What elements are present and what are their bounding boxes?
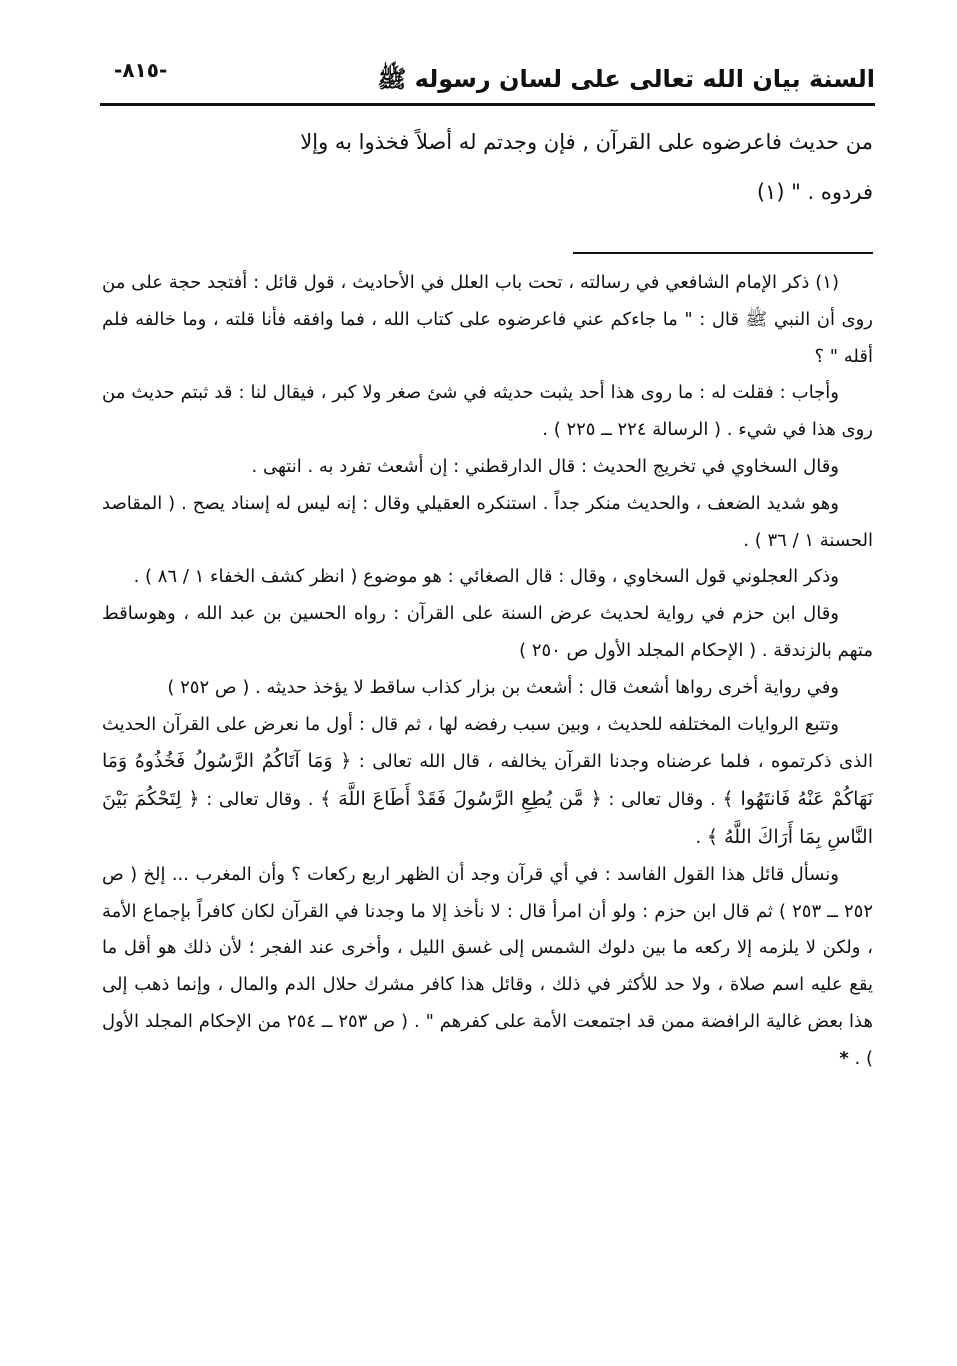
footnote-text: وتتبع الروايات المختلفه للحديث ، وبين سبب رفضه لها ، ثم قال : أول ما نعرض على القرآن الحديث الذى ذكرتموه ، فلما عرضناه وجدنا القرآن يخالفه ، قال الله تعالى : bbox=[102, 713, 874, 773]
footnote-text: ونسأل قائل هذا القول الفاسد : في أي قرآن وجد أن الظهر اربع ركعات ؟ وأن المغرب ... إلخ ( ص ٢٥٢ ــ ٢٥٣ ) ثم قال ابن حزم : ولو أن امرأ قال : لا نأخذ إلا ما وجدنا في القرآن لكان كافراً بإجماع الأمة ، ولكن لا يلزمه إلا ركعه ما بين دلوك الشمس إلى غسق الليل ، وأخرى عند الفجر ؛ لأن ذلك هو أقل ما يقع عليه اسم صلاة ، ولا حد للأكثر في ذلك ، وقائل هذا كافر مشرك حلال الدم والمال ، وإنما ذهب إلى هذا بعض غالية الرافضة ممن قد اجتمعت الأمة على كفرهم " . ( ص ٢٥٣ ــ ٢٥٤ من الإحكام المجلد الأول ) . bbox=[102, 863, 874, 1069]
footnote-paragraph: وفي رواية أخرى رواها أشعث قال : أشعث بن بزار كذاب ساقط لا يؤخذ حديثه . ( ص ٢٥٢ ) bbox=[167, 676, 839, 698]
footnote-paragraph: وقال السخاوي في تخريج الحديث : قال الدارقطني : إن أشعث تفرد به . انتهى . bbox=[251, 455, 839, 477]
footnote-paragraph: وقال ابن حزم في رواية لحديث عرض السنة على القرآن : رواه الحسين بن عبد الله ، وهوساقط متهم بالزندقة . ( الإحكام المجلد الأول ص ٢٥٠ ) bbox=[102, 603, 873, 661]
footnotes bbox=[102, 265, 873, 1078]
footnote-paragraph: وأجاب : فقلت له : ما روى هذا أحد يثبت حديثه في شئ صغر ولا كبر ، فيقال لنا : قد ثبتم حديث من روى هذا في شيء . ( الرسالة ٢٢٤ ــ ٢٢٥ ) . bbox=[102, 382, 873, 441]
footnote-paragraph bbox=[102, 857, 873, 1078]
quran-verse: ﴿ لِتَحْكُمَ بَيْنَ النَّاسِ بِمَا أَرَاكَ اللَّهُ ﴾ bbox=[102, 788, 873, 848]
footnote-text: . وقال تعالى : bbox=[206, 789, 314, 811]
end-mark: * bbox=[839, 1047, 849, 1069]
running-title: السنة بيان الله تعالى على لسان رسوله ﷺ bbox=[377, 65, 875, 93]
footnote-paragraph-with-verses bbox=[102, 707, 873, 857]
page-number: -٨١٥- bbox=[114, 58, 168, 82]
footnote-separator bbox=[573, 252, 873, 254]
main-text bbox=[102, 117, 873, 217]
quran-verse: ﴿ وَمَا آتَاكُمُ الرَّسُولُ فَخُذُوهُ وَمَا نَهَاكُمْ عَنْهُ فَانتَهُوا ﴾ bbox=[102, 750, 873, 811]
footnote-text: . bbox=[695, 826, 702, 848]
header-rule bbox=[100, 103, 875, 106]
main-text-line: فردوه . " (١) bbox=[756, 180, 873, 204]
footnote-text: . وقال تعالى : bbox=[608, 789, 716, 811]
quran-verse: ﴿ مَّن يُطِعِ الرَّسُولَ فَقَدْ أَطَاعَ اللَّهَ ﴾ bbox=[320, 788, 602, 811]
page-header bbox=[100, 56, 875, 100]
main-text-line: من حديث فاعرضوه على القرآن , فإن وجدتم له أصلاً فخذوا به وإلا bbox=[300, 130, 873, 154]
footnote-paragraph: (١) ذكر الإمام الشافعي في رسالته ، تحت باب العلل في الأحاديث ، قول قائل : أفتجد حجة على من روى أن النبي ﷺ قال : " ما جاءكم عني فاعرضوه على كتاب الله ، فما وافقه فأنا قلته ، وما خالفه فلم أقله " ؟ bbox=[102, 272, 873, 367]
footnote-paragraph: وذكر العجلوني قول السخاوي ، وقال : قال الصغائي : هو موضوع ( انظر كشف الخفاء ١ / ٨٦ ) . bbox=[133, 566, 839, 588]
footnote-paragraph: وهو شديد الضعف ، والحديث منكر جداً . استنكره العقيلي وقال : إنه ليس له إسناد يصح . ( المقاصد الحسنة ١ / ٣٦ ) . bbox=[102, 492, 873, 551]
